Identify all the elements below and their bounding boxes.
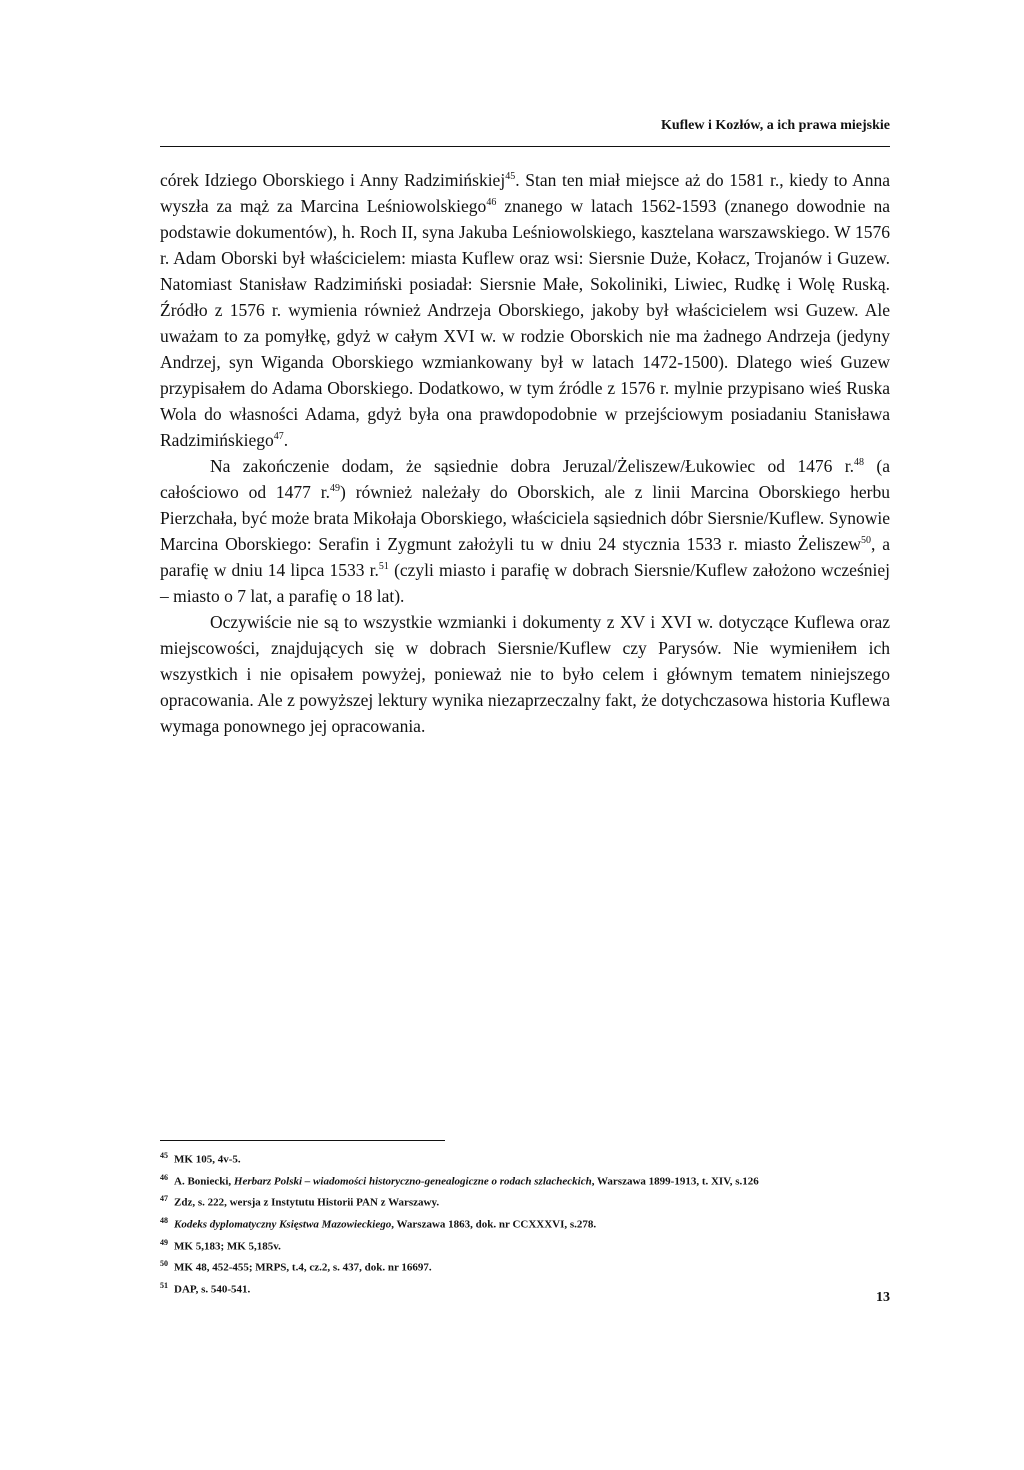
footnote-divider bbox=[160, 1140, 445, 1141]
footnote-number: 48 bbox=[160, 1215, 168, 1225]
footnote-number: 45 bbox=[160, 1151, 168, 1160]
footnote-51 bbox=[160, 1277, 890, 1299]
running-header bbox=[160, 118, 890, 147]
paragraph bbox=[160, 609, 890, 739]
text-segment: . bbox=[283, 430, 289, 450]
running-title: Kuflew i Kozłów, a ich prawa miejskie bbox=[660, 118, 890, 133]
footnote-title: Herbarz Polski – wiadomości historyczno-genealogiczne o rodach szlacheckich bbox=[233, 1175, 592, 1188]
footnote-ref-49: 49 bbox=[330, 483, 341, 495]
footnote-number: 51 bbox=[160, 1280, 168, 1290]
text-segment: Oczywiście nie są to wszystkie wzmianki i dokumenty z XV i XVI w. dotyczące Kuflewa oraz miejscowości, znajdujących się w dobrach Siersnie/Kuflew czy Parysów. Nie wymieniłem ich wszystkich i nie opisałem powyżej, ponieważ nie to było celem i głównym tematem niniejszego opracowania. Ale z powyższej lektury wynika niezaprzeczalny fakt, że dotychczasowa historia Kuflewa wymaga ponownego jej opracowania. bbox=[160, 612, 890, 736]
footnote-50 bbox=[160, 1255, 890, 1277]
footnote-48 bbox=[160, 1212, 890, 1234]
body-text bbox=[160, 167, 890, 739]
footnote-text: A. Boniecki, bbox=[174, 1175, 234, 1188]
text-segment: . Stan ten miał miejsce aż do 1581 r., kiedy to Anna wyszła za mąż za Marcina Leśniowolskiego bbox=[160, 170, 891, 216]
text-segment: , a parafię w dniu 14 lipca 1533 r. bbox=[160, 534, 890, 580]
footnote-text: MK 105, 4v-5. bbox=[174, 1153, 241, 1166]
footnote-number: 49 bbox=[160, 1237, 168, 1247]
footnote-number: 46 bbox=[160, 1172, 168, 1182]
footnotes bbox=[160, 1147, 890, 1299]
text-segment: znanego w latach 1562-1593 (znanego dowodnie na podstawie dokumentów), h. Roch II, syna Jakuba Leśniowolskiego, kasztelana warszawskiego. W 1576 r. Adam Oborski był właścicielem: miasta Kuflew oraz wsi: Siersnie Duże, Kołacz, Trojanów i Guzew. Natomiast Stanisław Radzimiński posiadał: Siersnie Małe, Sokoliniki, Liwiec, Rudkę i Wolę Ruską. Źródło z 1576 r. wymienia również Andrzeja Oborskiego, jakoby był właścicielem wsi Guzew. Ale uważam to za pomyłkę, gdyż w całym XVI w. w rodzie Oborskich nie ma żadnego Andrzeja (jedyny Andrzej, syn Wiganda Oborskiego wzmiankowany był w latach 1472-1500). Dlatego wieś Guzew przypisałem do Adama Oborskiego. Dodatkowo, w tym źródle z 1576 r. mylnie przypisano wieś Ruska Wola do własności Adama, gdyż była ona prawdopodobnie w przejściowym posiadaniu Stanisława Radzimińskiego bbox=[160, 196, 890, 450]
text-segment: córek Idziego Oborskiego i Anny Radzimińskiej bbox=[160, 170, 506, 190]
footnote-text: , Warszawa 1899-1913, t. XIV, s.126 bbox=[591, 1175, 759, 1188]
footnote-text: MK 5,183; MK 5,185v. bbox=[174, 1240, 281, 1253]
text-segment: (a całościowo od 1477 r. bbox=[160, 456, 890, 502]
footnote-ref-47: 47 bbox=[273, 431, 284, 443]
footnote-47 bbox=[160, 1190, 890, 1212]
footnote-text: DAP, s. 540-541. bbox=[174, 1283, 251, 1296]
paragraph bbox=[160, 453, 890, 609]
text-segment: Na zakończenie dodam, że sąsiednie dobra Jeruzal/Żeliszew/Łukowiec od 1476 r. bbox=[210, 456, 854, 476]
footnote-text: MK 48, 452-455; MRPS, t.4, cz.2, s. 437, dok. nr 16697. bbox=[174, 1261, 432, 1274]
footnote-text: Zdz, s. 222, wersja z Instytutu Historii PAN z Warszawy. bbox=[174, 1196, 440, 1209]
footnote-number: 47 bbox=[160, 1194, 168, 1204]
footnote-ref-48: 48 bbox=[854, 457, 864, 469]
footnote-ref-51: 51 bbox=[378, 561, 389, 573]
footnote-ref-45: 45 bbox=[505, 171, 516, 183]
paragraph bbox=[160, 167, 890, 453]
footnote-text: , Warszawa 1863, dok. nr CCXXXVI, s.278. bbox=[391, 1218, 597, 1231]
footnote-45 bbox=[160, 1147, 890, 1169]
footnote-ref-46: 46 bbox=[486, 197, 497, 209]
page-number: 13 bbox=[876, 1290, 890, 1305]
footnote-ref-50: 50 bbox=[861, 535, 872, 547]
footnote-title: Kodeks dyplomatyczny Księstwa Mazowieckiego bbox=[174, 1218, 392, 1231]
footnote-46 bbox=[160, 1169, 890, 1191]
footnote-49 bbox=[160, 1234, 890, 1256]
footnote-number: 50 bbox=[160, 1259, 168, 1269]
text-segment: (czyli miasto i parafię w dobrach Siersnie/Kuflew założono wcześniej – miasto o 7 lat, a parafię o 18 lat). bbox=[160, 560, 890, 606]
text-segment: ) również należały do Oborskich, ale z linii Marcina Oborskiego herbu Pierzchała, być może brata Mikołaja Oborskiego, właściciela sąsiednich dóbr Siersnie/Kuflew. Synowie Marcina Oborskiego: Serafin i Zygmunt założyli tu w dniu 24 stycznia 1533 r. miasto Żeliszew bbox=[160, 482, 890, 554]
